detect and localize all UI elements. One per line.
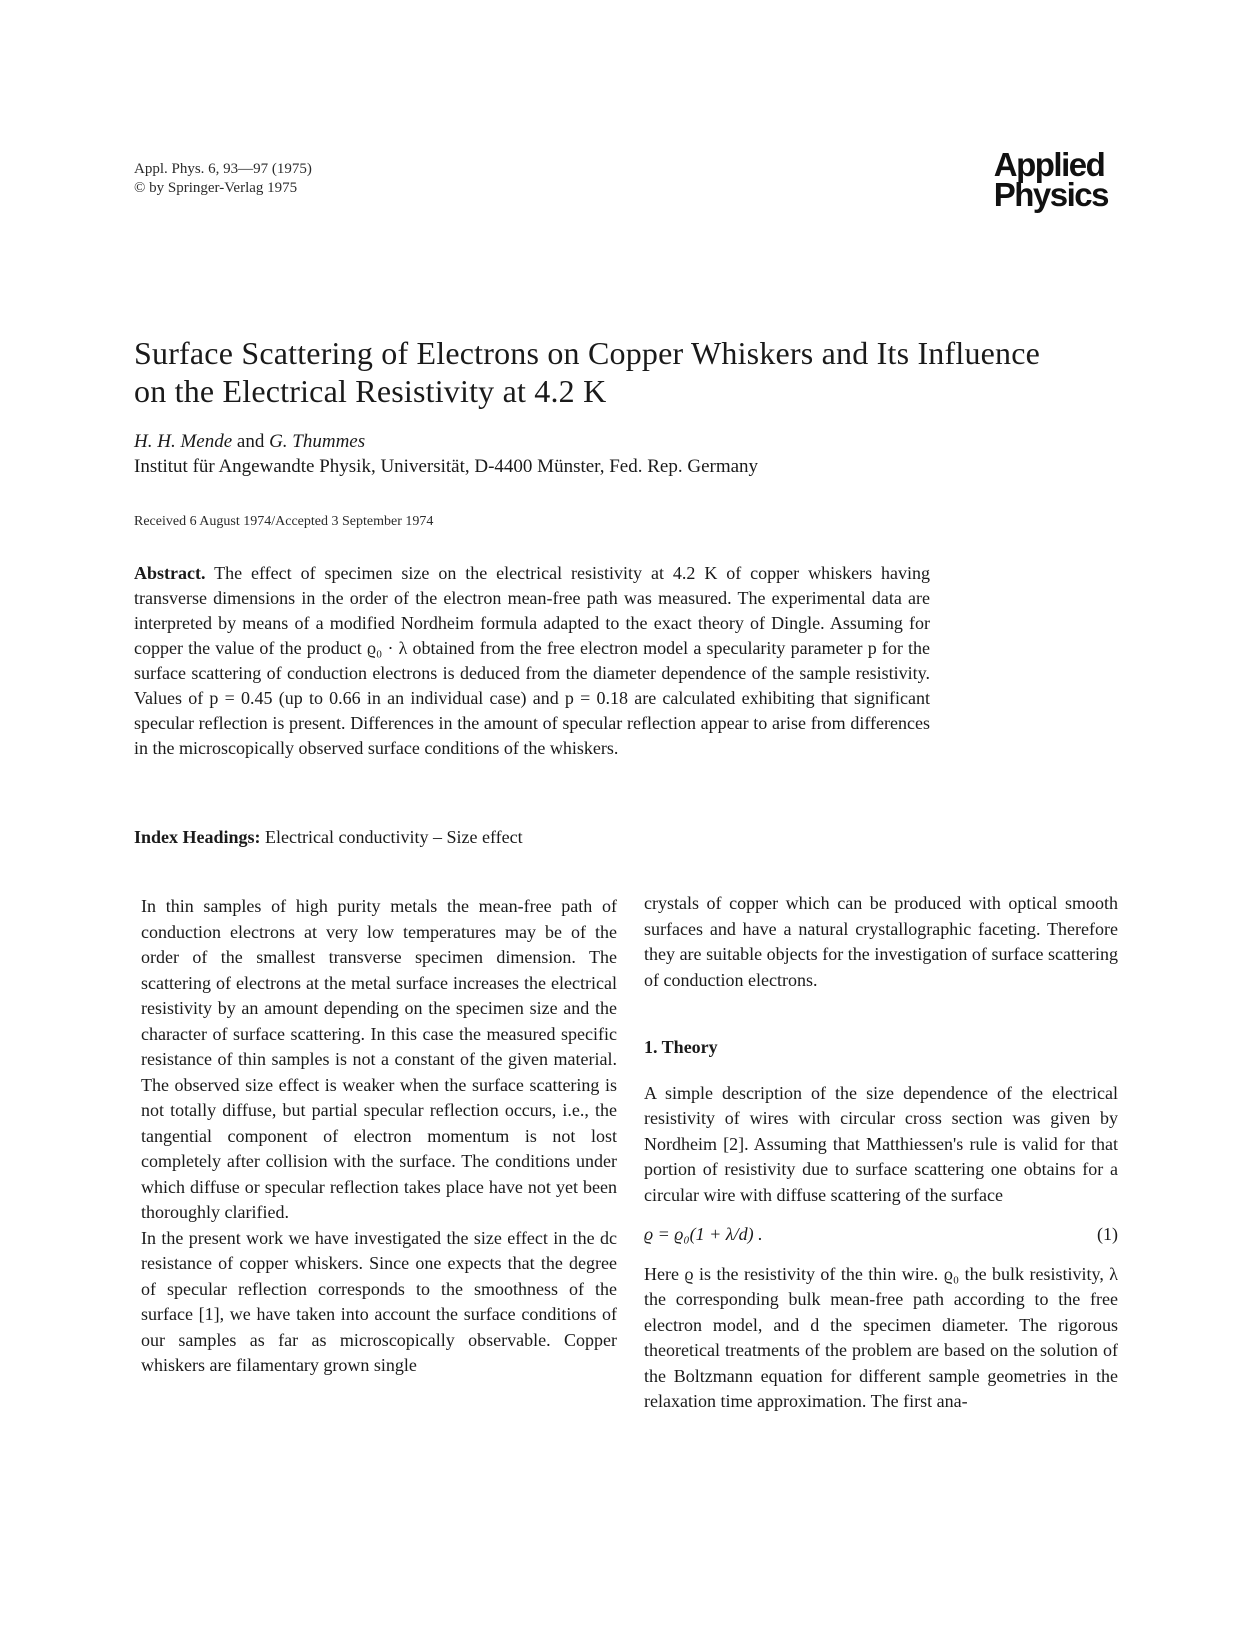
authors: [134, 430, 365, 454]
body-column-left: [141, 894, 617, 1379]
abstract-label: Abstract.: [134, 563, 206, 583]
section-heading: 1. Theory: [644, 1037, 718, 1057]
equation: [644, 1222, 1118, 1248]
received-dates: Received 6 August 1974/Accepted 3 September 1974: [134, 514, 434, 529]
copyright-line: © by Springer-Verlag 1975: [134, 180, 298, 196]
index-headings: [134, 825, 523, 849]
author-name: H. H. Mende: [134, 431, 233, 452]
abstract-text: The effect of specimen size on the electrical resistivity at 4.2 K of copper whiskers having transverse dimensions in the order of the electron mean-free path was measured. The experimental data are interpreted by means of a modified Nordheim formula adapted to the exact theory of Dingle. Assuming for copper the value of the product ϱ₀ · λ obtained from the free electron model a specularity parameter p for the surface scattering of conduction electrons is deduced from the diameter dependence of the sample resistivity. Values of p = 0.45 (up to 0.66 in an individual case) and p = 0.18 are calculated exhibiting that significant specular reflection is present. Differences in the amount of specular reflection appear to arise from differences in the microscopically observed surface conditions of the whiskers.: [134, 563, 930, 758]
equation-body: ϱ = ϱ₀(1 + λ/d) .: [644, 1224, 763, 1244]
citation-line: Appl. Phys. 6, 93—97 (1975): [134, 161, 312, 177]
equation-number: (1): [1097, 1224, 1118, 1244]
journal-logo-line1: Applied: [993, 146, 1105, 183]
paper-title: Surface Scattering of Electrons on Copper Whiskers and Its Influence on the Electrical Resistivity at 4.2 K: [134, 335, 1041, 409]
body-paragraph: A simple description of the size dependence of the electrical resistivity of wires with circular cross section was given by Nordheim [2]. Assuming that Matthiessen's rule is valid for that portion of resistivity due to surface scattering one obtains for a circular wire with diffuse scattering of the surface: [644, 1082, 1118, 1205]
affiliation: Institut für Angewandte Physik, Universität, D-4400 Münster, Fed. Rep. Germany: [134, 456, 759, 477]
body-paragraph: In the present work we have investigated the size effect in the dc resistance of copper whiskers. Since one expects that the degree of specular reflection corresponds to the smoothness of the surface [1], we have taken into account the surface conditions of our samples as far as microscopically observable. Copper whiskers are filamentary grown single: [141, 1227, 617, 1375]
body-paragraph: In thin samples of high purity metals the mean-free path of conduction electrons at very low temperatures may be of the order of the smallest transverse specimen dimension. The scattering of electrons at the metal surface increases the electrical resistivity by an amount depending on the specimen size and the character of surface scattering. In this case the measured specific resistance of thin samples is not a constant of the given material. The observed size effect is weaker when the surface scattering is not totally diffuse, but partial specular reflection occurs, i.e., the tangential component of electron momentum is not lost completely after collision with the surface. The conditions under which diffuse or specular reflection takes place have not yet been thoroughly clarified.: [141, 896, 617, 1222]
body-paragraph: crystals of copper which can be produced with optical smooth surfaces and have a natural crystallographic faceting. Therefore they are suitable objects for the investigation of surface scattering of conduction electrons.: [644, 893, 1118, 990]
author-conjunction: and: [232, 431, 270, 452]
body-paragraph: Here ϱ is the resistivity of the thin wire. ϱ₀ the bulk resistivity, λ the corresponding bulk mean-free path according to the free electron model, and d the specimen diameter. The rigorous theoretical treatments of the problem are based on the solution of the Boltzmann equation for different sample geometries in the relaxation time approximation. The first ana-: [644, 1263, 1118, 1411]
index-headings-text: Electrical conductivity – Size effect: [260, 827, 523, 847]
author-name: G. Thummes: [269, 431, 366, 452]
journal-logo-line2: Physics: [993, 176, 1108, 213]
citation-block: [134, 160, 312, 198]
journal-logo: [993, 146, 1108, 213]
body-column-right: [644, 891, 1118, 1415]
abstract: [134, 561, 930, 761]
index-headings-label: Index Headings:: [134, 827, 261, 847]
